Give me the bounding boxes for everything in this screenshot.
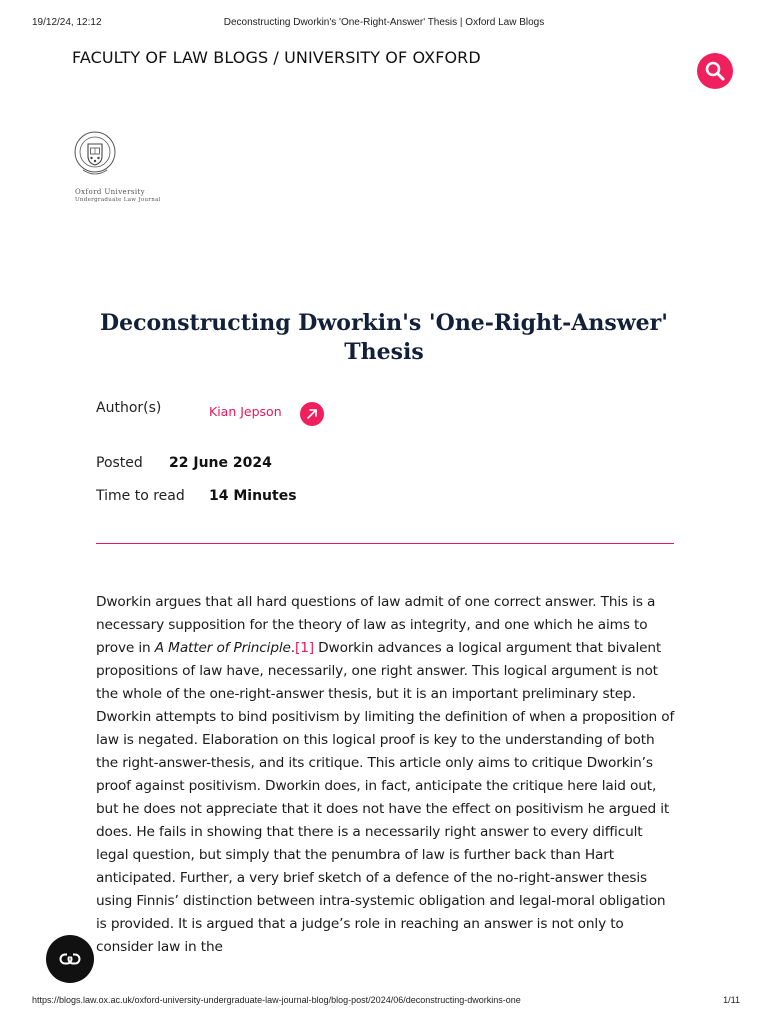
body-text-part2: Dworkin advances a logical argument that bivalent propositions of law have, necessarily, one right answer. This logical argument is not the whole of the one-right-answer thesis, but it is an important preliminary step. Dworkin attempts to bind positivism by limiting the definition of when a proposition of law is negated. Elaboration on this logical proof is key to the understanding of both the right-answer-thesis, and its critique. This article only aims to critique Dworkin’s proof against positivism. Dworkin does, in fact, anticipate the critique here laid out, but he does not appreciate that it does not have the effect on positivism he argued it does. He fails in showing that there is a necessarily right answer to every difficult legal question, but simply that the penumbra of law is further back than Hart anticipated. Further, a very brief sketch of a defence of the no-right-answer thesis using Finnis’ distinction between intra-systemic obligation and legal-moral obligation is provided. It is argued that a judge’s role in reaching an answer is not only to consider law in the: [96, 640, 675, 955]
body-text-part1: Dworkin argues that all hard questions of law admit of one correct answer. This is a necessary supposition for the theory of law as integrity, and one which he aims to prove in: [96, 594, 656, 656]
arrow-up-right-icon: [305, 407, 319, 421]
time-to-read-label: Time to read: [96, 488, 185, 504]
print-page-title: Deconstructing Dworkin's 'One-Right-Answer' Thesis | Oxford Law Blogs: [223, 17, 545, 28]
author-label: Author(s): [96, 400, 162, 416]
posted-date: 22 June 2024: [169, 455, 272, 471]
copy-link-button[interactable]: [46, 935, 94, 983]
site-title-link[interactable]: FACULTY OF LAW BLOGS / UNIVERSITY OF OXFORD: [72, 48, 481, 67]
search-button[interactable]: [697, 53, 733, 89]
meta-divider: [96, 543, 674, 544]
print-footer: [32, 995, 740, 1009]
book-title: A Matter of Principle: [154, 640, 291, 656]
logo-university-text: Oxford University: [75, 188, 146, 196]
article-paragraph: [96, 591, 676, 959]
author-link[interactable]: Kian Jepson: [209, 404, 282, 419]
article-title: Deconstructing Dworkin's 'One-Right-Answer' Thesis: [100, 310, 668, 365]
posted-label: Posted: [96, 455, 143, 471]
author-profile-button[interactable]: [300, 402, 324, 426]
oxford-crest-icon: [73, 130, 117, 176]
print-datetime: 19/12/24, 12:12: [32, 17, 102, 28]
footnote-link[interactable]: [1]: [295, 640, 314, 656]
print-url: https://blogs.law.ox.ac.uk/oxford-university-undergraduate-law-journal-blog/blog-post/2024/06/deconstructing-dworkins-one: [32, 995, 521, 1005]
link-icon: [58, 947, 82, 971]
body-period: .: [290, 640, 295, 656]
print-page-number: 1/11: [723, 995, 740, 1005]
time-to-read-value: 14 Minutes: [209, 488, 297, 504]
logo-journal-text: Undergraduate Law Journal: [75, 197, 161, 203]
print-header: [32, 17, 736, 31]
journal-logo[interactable]: [72, 130, 182, 210]
search-icon: [704, 60, 726, 82]
